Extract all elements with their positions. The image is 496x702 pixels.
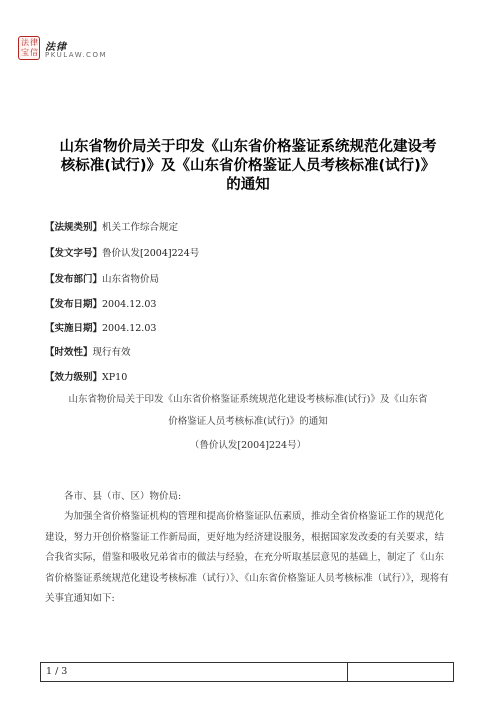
body-paragraph: 为加强全省价格鉴证机构的管理和提高价格鉴证队伍素质，推动全省价格鉴证工作的规范化建设，努力开创价格鉴证工作新局面，更好地为经济建设服务，根据国家发改委的有关要求，结合我省实际，借鉴和吸收兄弟省市的做法与经验，在充分听取基层意见的基础上，制定了《山东省价格鉴证系统规范化建设考核标准（试行）》、《山东省价格鉴证人员考核标准（试行）》，现将有关事宜通知如下: (45, 511, 449, 605)
title-line: 的通知 (226, 177, 270, 193)
meta-issuer (45, 274, 159, 286)
meta-label: 【时效性】 (45, 347, 93, 358)
meta-value: 机关工作综合规定 (102, 222, 179, 233)
seal-char: 信 (30, 48, 38, 57)
seal-icon (18, 36, 40, 60)
meta-value: 2004.12.03 (102, 323, 157, 334)
meta-label: 【发文字号】 (45, 248, 103, 259)
footer-divider (347, 663, 348, 681)
title-line: 山东省物价局关于印发《山东省价格鉴证系统规范化建设考 (59, 139, 437, 155)
meta-label: 【法规类别】 (45, 222, 103, 233)
meta-value: 2004.12.03 (102, 299, 157, 310)
meta-doc-number (45, 248, 199, 260)
meta-validity (45, 347, 131, 359)
page-footer (40, 662, 454, 682)
meta-value: 山东省物价局 (102, 274, 160, 285)
page-title (30, 138, 466, 195)
pkulaw-logo (18, 36, 168, 62)
brand-domain: PKULAW.COM (45, 51, 107, 59)
seal-char: 法 (21, 38, 29, 47)
meta-label: 【效力级别】 (45, 372, 103, 383)
salutation: 各市、县（市、区）物价局: (64, 491, 182, 502)
seal-char: 律 (30, 38, 38, 47)
meta-level (45, 372, 127, 384)
meta-label: 【发布日期】 (45, 299, 103, 310)
meta-effective-date (45, 323, 156, 335)
meta-label: 【发布部门】 (45, 274, 103, 285)
doc-number-line: （鲁价认发[2004]224号） (189, 440, 307, 451)
meta-category (45, 222, 178, 234)
doc-heading-line: 山东省物价局关于印发《山东省价格鉴证系统规范化建设考核标准(试行)》及《山东省 (68, 394, 428, 405)
doc-heading-line: 价格鉴证人员考核标准(试行)》的通知 (168, 416, 328, 427)
meta-publish-date (45, 299, 156, 311)
brand-name: 法律 (45, 42, 67, 53)
meta-value: 鲁价认发[2004]224号 (102, 248, 200, 259)
meta-value: XP10 (102, 372, 128, 383)
seal-char: 宝 (21, 48, 29, 57)
meta-value: 现行有效 (92, 347, 131, 358)
page-number: 1 / 3 (46, 666, 68, 677)
title-line: 核标准(试行)》及《山东省价格鉴证人员考核标准(试行)》 (60, 158, 436, 174)
meta-label: 【实施日期】 (45, 323, 103, 334)
